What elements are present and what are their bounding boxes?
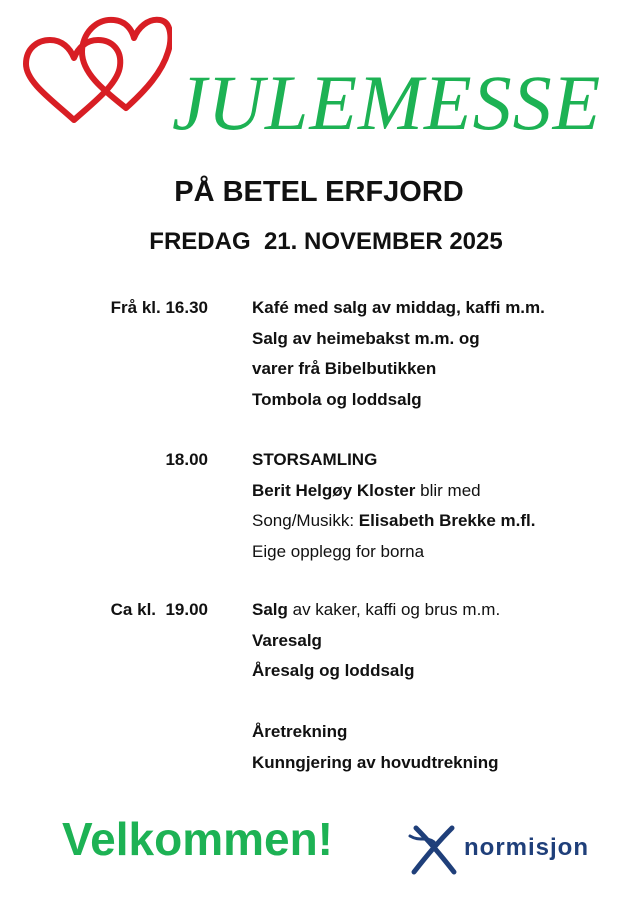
schedule-time: Frå kl. 16.30 (110, 298, 208, 317)
event-venue: PÅ BETEL ERFJORD (174, 176, 464, 208)
schedule-line (252, 661, 414, 681)
schedule-line (252, 298, 545, 318)
schedule-line-text: Salg av heimebakst m.m. og (252, 328, 480, 348)
normisjon-logo-text: normisjon (464, 834, 590, 861)
schedule-line-text: varer frå Bibelbutikken (252, 359, 437, 378)
schedule-line-text: Eige opplegg for borna (252, 541, 425, 561)
two-hearts-icon (22, 12, 172, 132)
schedule-line-text: Varesalg (252, 630, 322, 650)
schedule-line-text: Elisabeth Brekke m.fl. (358, 511, 536, 530)
schedule-line-text: STORSAMLING (252, 450, 378, 469)
schedule-line-text: av kaker, kaffi og brus m.m. (287, 600, 501, 619)
schedule-line-text: Åresalg og loddsalg (252, 661, 415, 680)
schedule-line-text: Kunngjering av hovudtrekning (252, 752, 499, 772)
schedule-line-text: Tombola og loddsalg (252, 389, 422, 409)
schedule-line (252, 450, 377, 470)
schedule-line (252, 329, 480, 349)
schedule-line (252, 600, 500, 620)
schedule-line (252, 511, 535, 531)
schedule-line (252, 481, 481, 501)
schedule-line-text: Song/Musikk: (252, 511, 359, 530)
schedule-line (252, 722, 347, 742)
schedule-line (252, 542, 424, 562)
schedule-line-text: Kafé med salg av middag, kaffi m.m. (252, 298, 545, 317)
schedule-time: Ca kl. 19.00 (110, 600, 208, 619)
schedule-line (252, 631, 322, 651)
schedule-line (252, 753, 499, 773)
schedule-line-text: Salg (252, 600, 288, 619)
schedule-line (252, 390, 422, 410)
schedule-time: 18.00 (165, 450, 208, 469)
schedule-line (252, 359, 436, 379)
schedule-line-text: blir med (415, 480, 481, 500)
welcome-text: Velkommen! (62, 813, 333, 865)
event-date: FREDAG 21. NOVEMBER 2025 (149, 228, 503, 255)
schedule-line-text: Berit Helgøy Kloster (252, 480, 416, 500)
normisjon-logo-icon (406, 822, 462, 878)
page-title: JULEMESSE (172, 59, 602, 146)
schedule-line-text: Åretrekning (252, 722, 348, 741)
